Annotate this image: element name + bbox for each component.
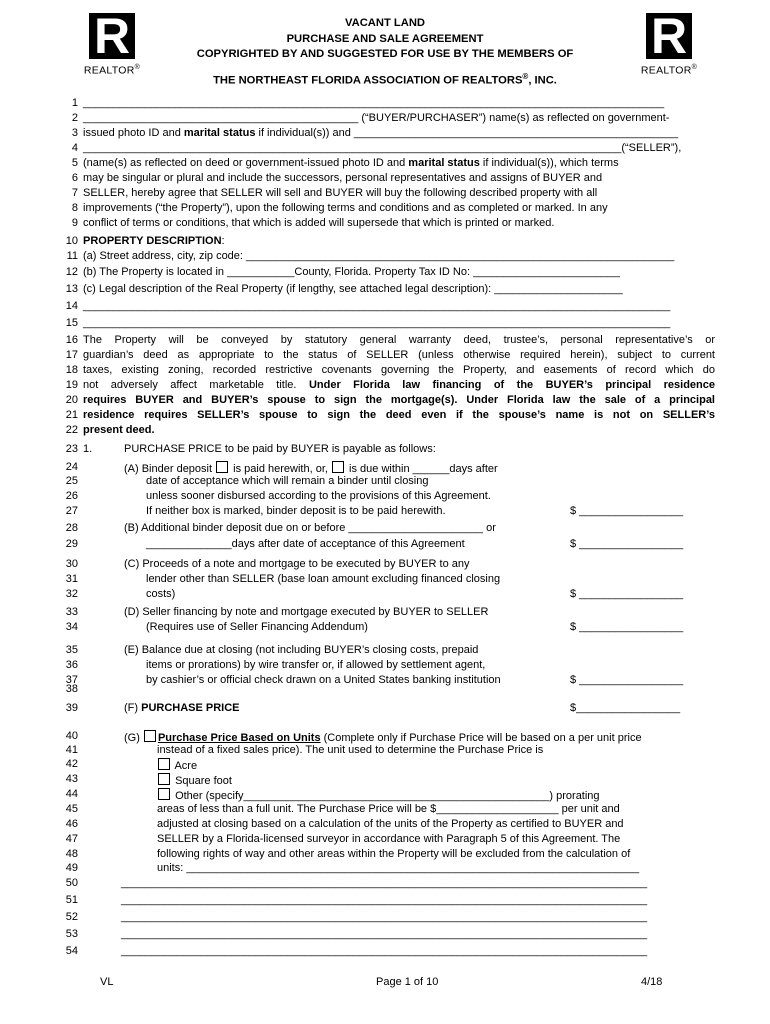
price-based-on-units-checkbox[interactable]	[144, 730, 156, 742]
header-line-2: PURCHASE AND SALE AGREEMENT	[286, 32, 484, 45]
legal-description-blank-line[interactable]: ________________________________________________________________________________________________	[83, 300, 671, 312]
units-field[interactable]: units: __________________________________________________________________________	[157, 862, 640, 874]
additional-binder-amount-field[interactable]: $ _________________	[570, 538, 684, 550]
acre-checkbox[interactable]	[158, 758, 170, 770]
realtor-logo-left: R REALTOR®	[83, 8, 141, 77]
line-number: 34	[65, 621, 78, 633]
line-number: 8	[71, 202, 78, 214]
other-checkbox[interactable]	[158, 788, 170, 800]
line-number: 31	[65, 573, 78, 585]
buyer-name-blank-line[interactable]: _______________________________________________________________________________________________	[83, 97, 665, 109]
seller-financing-amount-field[interactable]: $ _________________	[570, 621, 684, 633]
paragraph-line: areas of less than a full unit. The Purchase Price will be $____________________ per unit and	[157, 803, 620, 815]
paragraph-line: adjusted at closing based on a calculation of the units of the Property as certified to BUYER and	[157, 818, 624, 830]
paragraph-line: may be singular or plural and include the successors, personal representatives and assigns of BUYER and	[83, 172, 603, 184]
seller-intro-line: issued photo ID and marital status if individual(s)) and _____________________________________________________	[83, 127, 679, 139]
realtor-logo-letter: R	[650, 8, 688, 64]
paragraph-line: by cashier’s or official check drawn on a United States banking institution	[146, 674, 501, 686]
conveyance-paragraph-line: guardian’s deed as appropriate to the status of SELLER (unless otherwise required herein), subject to current	[83, 349, 715, 361]
realtor-logo-text: REALTOR	[83, 64, 135, 77]
county-tax-id-field[interactable]: (b) The Property is located in ___________County, Florida. Property Tax ID No: ________________________	[83, 266, 620, 278]
square-foot-checkbox[interactable]	[158, 773, 170, 785]
line-number: 7	[71, 187, 78, 199]
line-number: 29	[65, 538, 78, 550]
line-number: 36	[65, 659, 78, 671]
line-number: 10	[65, 235, 78, 247]
line-number: 42	[65, 758, 78, 770]
excluded-areas-blank-line[interactable]: ______________________________________________________________________________________	[121, 894, 648, 906]
document-header	[150, 16, 620, 89]
realtor-logo-text: REALTOR	[640, 64, 692, 77]
conveyance-paragraph-line: The Property will be conveyed by statutory general warranty deed, trustee’s, personal representative’s or	[83, 334, 715, 346]
purchase-price-amount-field[interactable]: $_________________	[570, 702, 681, 714]
line-number: 46	[65, 818, 78, 830]
other-option: Other (specify__________________________________________________) prorating	[157, 788, 600, 803]
paragraph-line: (Requires use of Seller Financing Addendum)	[146, 621, 368, 633]
line-number: 27	[65, 505, 78, 517]
line-number: 20	[65, 394, 78, 406]
line-number: 40	[65, 730, 78, 742]
line-number: 15	[65, 317, 78, 329]
line-number: 5	[71, 157, 78, 169]
line-number: 17	[65, 349, 78, 361]
line-number: 21	[65, 409, 78, 421]
line-number: 53	[65, 928, 78, 940]
paragraph-line: ______________days after date of acceptance of this Agreement	[146, 538, 465, 550]
line-number: 24	[65, 461, 78, 473]
additional-binder-line: (B) Additional binder deposit due on or before ______________________ or	[124, 522, 496, 534]
paragraph-line: instead of a fixed sales price). The unit used to determine the Purchase Price is	[157, 744, 544, 756]
header-line-3: COPYRIGHTED BY AND SUGGESTED FOR USE BY THE MEMBERS OF	[196, 48, 574, 60]
paragraph-line: SELLER, hereby agree that SELLER will sell and BUYER will buy the following described property with all	[83, 187, 598, 199]
line-number: 9	[71, 217, 78, 229]
line-number: 28	[65, 522, 78, 534]
excluded-areas-blank-line[interactable]: ______________________________________________________________________________________	[121, 928, 648, 940]
property-description-heading: PROPERTY DESCRIPTION:	[83, 235, 225, 247]
conveyance-paragraph-line: not adversely affect marketable title. Under Florida law financing of the BUYER’s principal residence	[83, 379, 715, 391]
paragraph-line: unless sooner disbursed according to the provisions of this Agreement.	[146, 490, 491, 502]
price-based-on-units-line: (G) Purchase Price Based on Units (Complete only if Purchase Price will be based on a per unit price	[124, 732, 642, 744]
line-number: 4	[71, 142, 78, 154]
line-number: 45	[65, 803, 78, 815]
binder-deposit-line: (A) Binder deposit is paid herewith, or, is due within ______days after	[124, 463, 498, 475]
mortgage-amount-field[interactable]: $ _________________	[570, 588, 684, 600]
line-number: 11	[66, 250, 78, 262]
buyer-clause: _____________________________________________ (“BUYER/PURCHASER”) name(s) as reflected on government-	[83, 112, 670, 124]
line-number: 22	[65, 424, 78, 436]
conveyance-paragraph-line: requires BUYER and BUYER’s spouse to sign the mortgage(s). Under Florida law the sale of a principal	[83, 394, 715, 406]
legal-description-blank-line[interactable]: ________________________________________________________________________________________________	[83, 317, 671, 329]
names-clause: (name(s) as reflected on deed or government-issued photo ID and marital status if individual(s)), which terms	[83, 157, 619, 169]
paragraph-line: costs)	[146, 588, 176, 600]
conveyance-paragraph-line: residence requires SELLER’s spouse to sign the deed even if the spouse’s name is not on SELLER’s	[83, 409, 715, 421]
line-number: 48	[65, 848, 78, 860]
line-number: 37	[65, 674, 78, 686]
line-number: 6	[71, 172, 78, 184]
line-number: 41	[65, 744, 78, 756]
form-code: VL	[100, 976, 114, 988]
line-number: 18	[65, 364, 78, 376]
form-version: 4/18	[641, 976, 663, 988]
line-number: 1	[71, 97, 78, 109]
line-number: 26	[65, 490, 78, 502]
line-number: 2	[71, 112, 78, 124]
paragraph-line: lender other than SELLER (base loan amount excluding financed closing	[146, 573, 501, 585]
excluded-areas-blank-line[interactable]: ______________________________________________________________________________________	[121, 945, 648, 957]
line-number: 47	[65, 833, 78, 845]
paragraph-line: following rights of way and other areas within the Property will be excluded from the calculation of	[157, 848, 631, 860]
street-address-field[interactable]: (a) Street address, city, zip code: ______________________________________________________________________	[83, 250, 675, 262]
square-foot-option: Square foot	[157, 773, 232, 788]
line-number: 52	[65, 911, 78, 923]
line-number: 32	[65, 588, 78, 600]
conveyance-paragraph-line: taxes, existing zoning, recorded restrictive covenants governing the Property, and easements of record which do	[83, 364, 715, 376]
line-number: 49	[65, 862, 78, 874]
paragraph-line: date of acceptance which will remain a binder until closing	[146, 475, 429, 487]
conveyance-paragraph-line: present deed.	[83, 424, 155, 436]
paragraph-line: If neither box is marked, binder deposit is to be paid herewith.	[146, 505, 446, 517]
line-number: 30	[65, 558, 78, 570]
line-number: 44	[65, 788, 78, 800]
seller-clause: ________________________________________________________________________________________(“SELLER”),	[83, 142, 682, 154]
excluded-areas-blank-line[interactable]: ______________________________________________________________________________________	[121, 911, 648, 923]
line-number: 23	[65, 443, 78, 455]
line-number: 25	[65, 475, 78, 487]
paragraph-line: improvements (“the Property”), upon the following terms and conditions and as completed or marked. In any	[83, 202, 608, 214]
line-number: 13	[65, 283, 78, 295]
line-number: 38	[65, 683, 78, 695]
line-number: 39	[65, 702, 78, 714]
line-number: 51	[65, 894, 78, 906]
line-number: 35	[65, 644, 78, 656]
line-number: 12	[65, 266, 78, 278]
realtor-logo-letter: R	[93, 8, 131, 64]
line-number: 33	[65, 606, 78, 618]
paragraph-line: conflict of terms or conditions, that which is added will supersede that which is printed or marked.	[83, 217, 555, 229]
realtor-logo-right: R REALTOR®	[640, 8, 698, 77]
line-number: 19	[65, 379, 78, 391]
seller-financing-line: (D) Seller financing by note and mortgage executed by BUYER to SELLER	[124, 606, 489, 618]
paragraph-line: SELLER by a Florida-licensed surveyor in accordance with Paragraph 5 of this Agreement. The	[157, 833, 621, 845]
paragraph-line: items or prorations) by wire transfer or, if allowed by settlement agent,	[146, 659, 486, 671]
balance-due-line: (E) Balance due at closing (not including BUYER’s closing costs, prepaid	[124, 644, 479, 656]
page-number: Page 1 of 10	[376, 976, 439, 988]
binder-deposit-amount-field[interactable]: $ _________________	[570, 505, 684, 517]
line-number: 54	[65, 945, 78, 957]
legal-description-field[interactable]: (c) Legal description of the Real Property (if lengthy, see attached legal description): _____________________	[83, 283, 623, 295]
realtor-logo-box	[646, 8, 692, 64]
purchase-price-heading: PURCHASE PRICE to be paid by BUYER is payable as follows:	[124, 443, 436, 455]
header-line-4: THE NORTHEAST FLORIDA ASSOCIATION OF REALTORS®, INC.	[213, 71, 557, 87]
due-within-checkbox[interactable]	[332, 461, 344, 473]
line-number: 16	[65, 334, 78, 346]
line-number: 43	[65, 773, 78, 785]
excluded-areas-blank-line[interactable]: ______________________________________________________________________________________	[121, 877, 648, 889]
mortgage-proceeds-line: (C) Proceeds of a note and mortgage to be executed by BUYER to any	[124, 558, 470, 570]
line-number: 3	[71, 127, 78, 139]
header-line-1: VACANT LAND	[345, 17, 425, 29]
realtor-logo-box	[89, 8, 135, 64]
section-number: 1.	[83, 443, 93, 455]
line-number: 50	[65, 877, 78, 889]
acre-option: Acre	[157, 758, 197, 773]
line-number: 14	[65, 300, 78, 312]
balance-due-amount-field[interactable]: $ _________________	[570, 674, 684, 686]
purchase-price-total-line: (F) PURCHASE PRICE	[124, 702, 240, 714]
paid-herewith-checkbox[interactable]	[216, 461, 228, 473]
